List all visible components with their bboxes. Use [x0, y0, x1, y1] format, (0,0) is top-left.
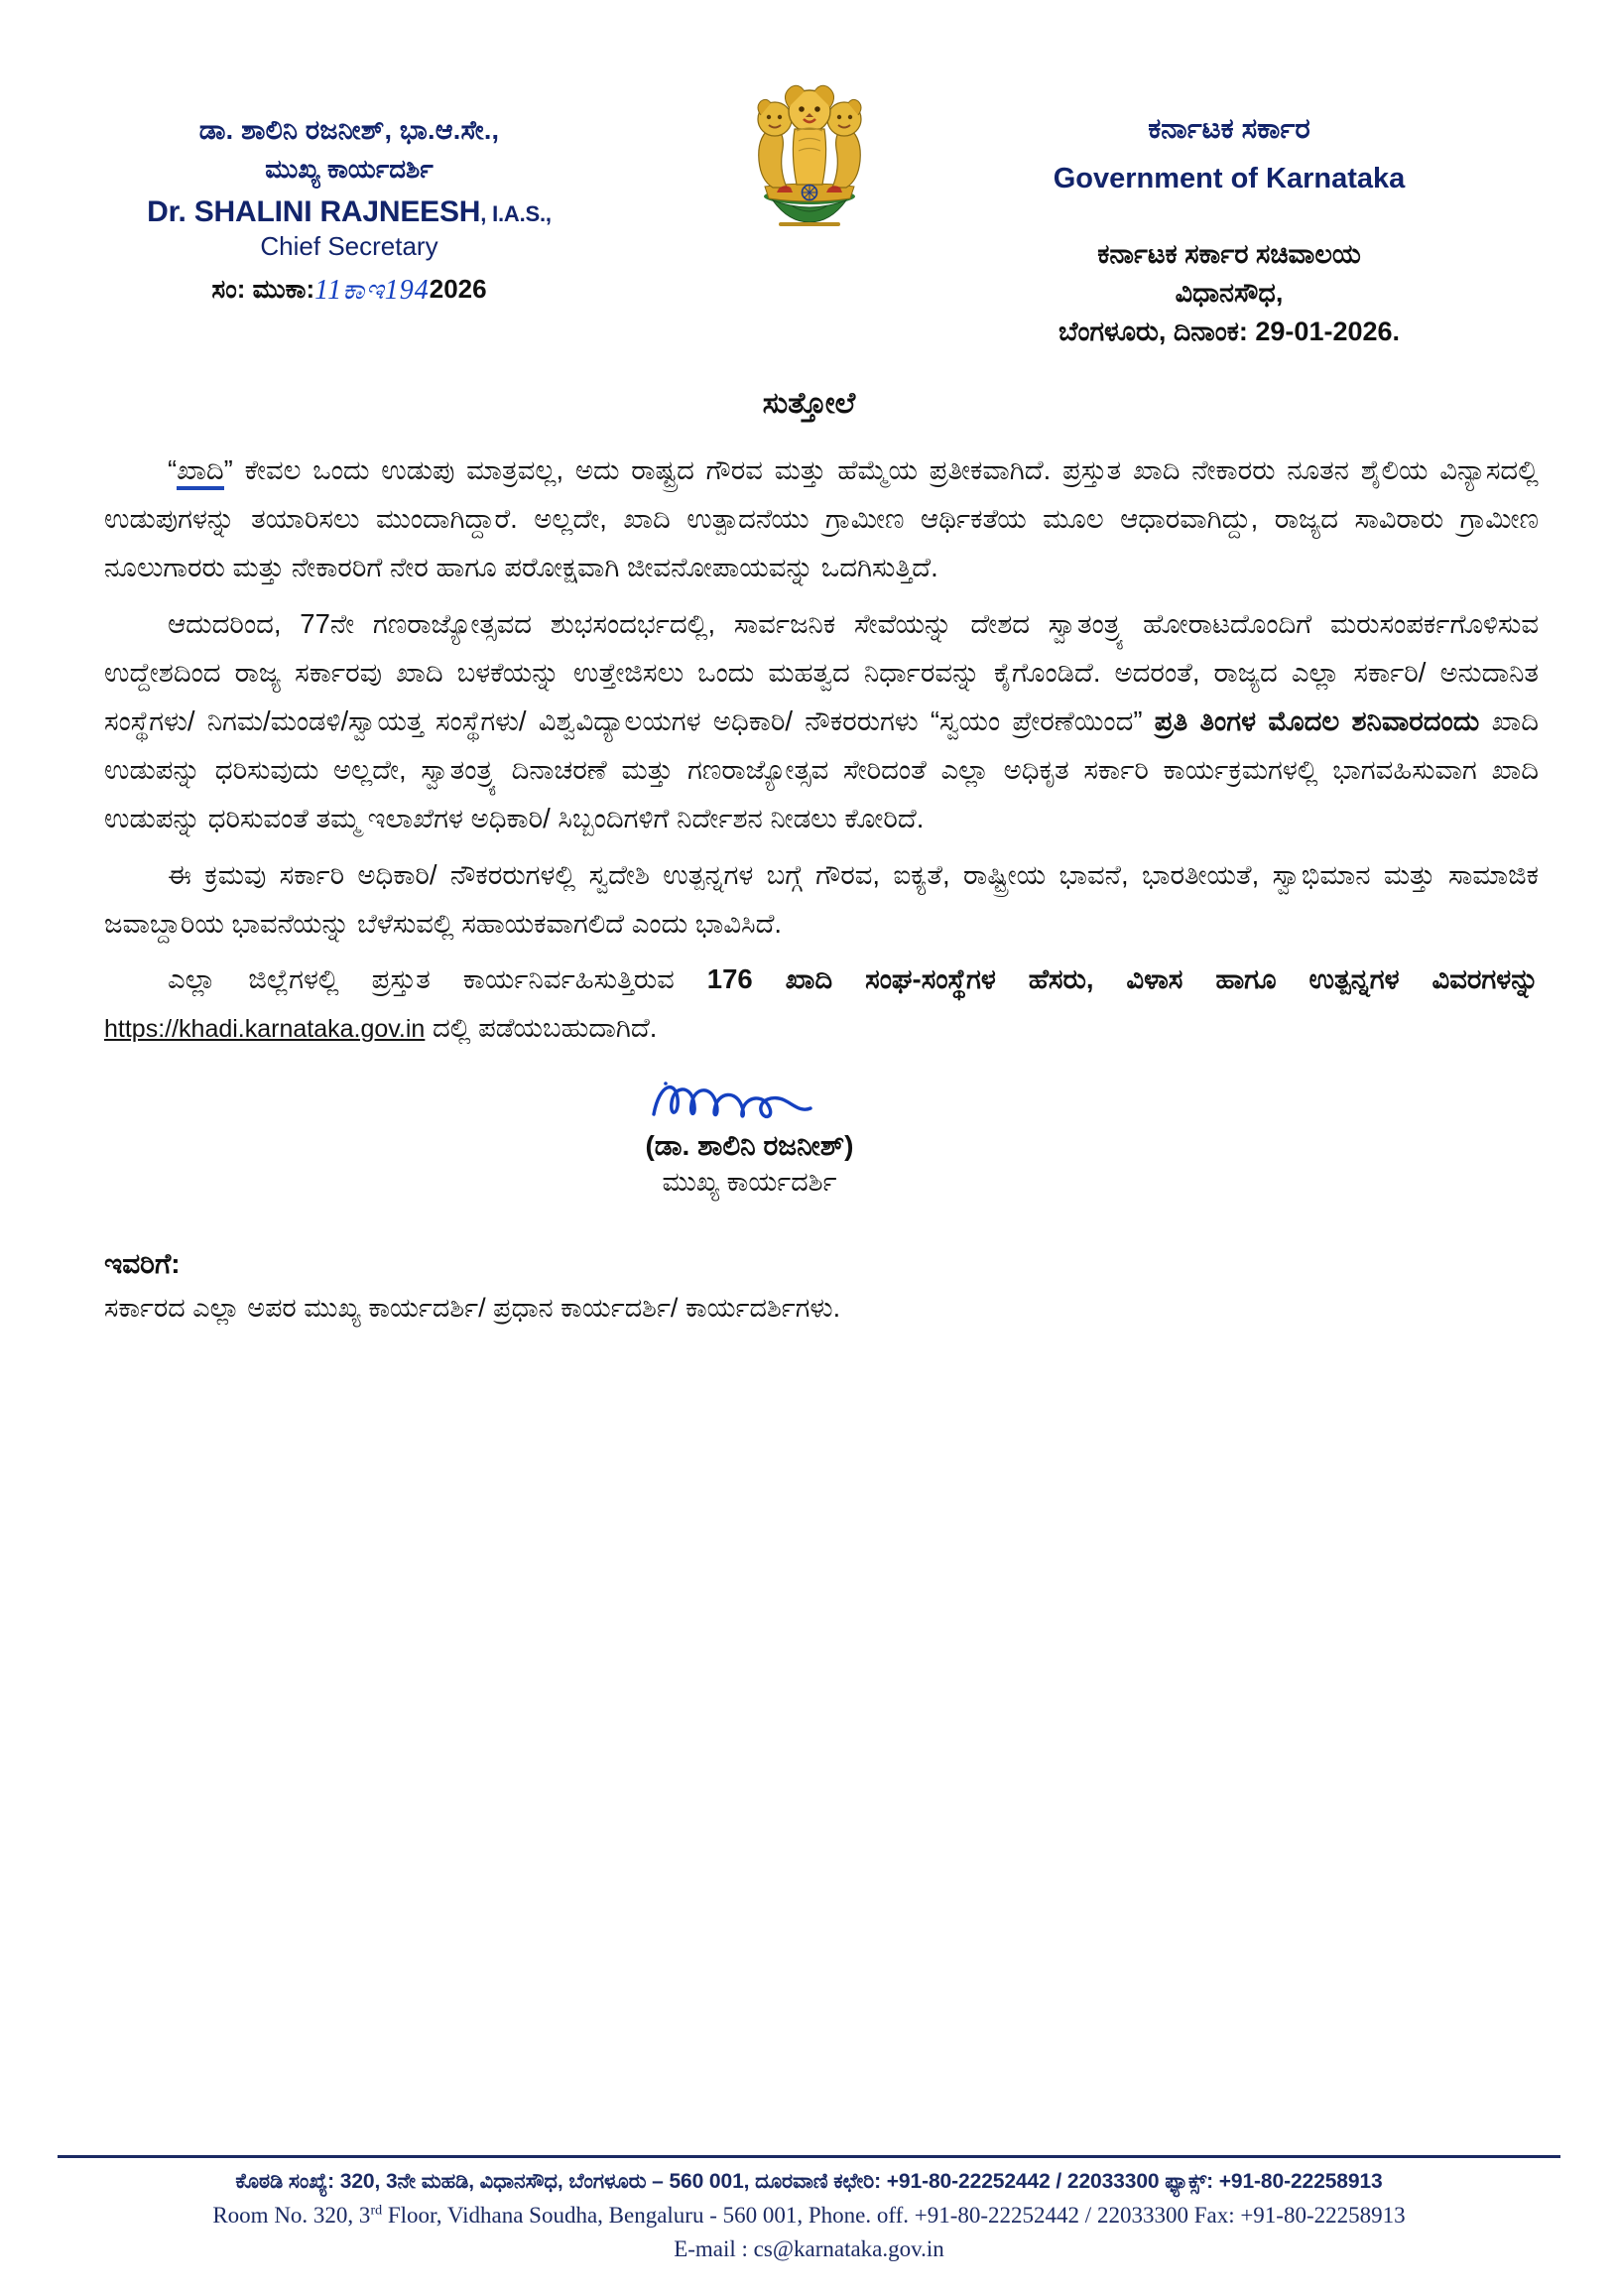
khadi-institutions-bold-phrase: 176 ಖಾದಿ ಸಂಘ-ಸಂಸ್ಥೆಗಳ ಹೆಸರು, ವಿಳಾಸ ಹಾಗೂ ಉತ್ಪನ್ನಗಳ ವಿವರಗಳನ್ನು [706, 963, 1539, 995]
document-body [0, 446, 1618, 1053]
paragraph-3: ಈ ಕ್ರಮವು ಸರ್ಕಾರಿ ಅಧಿಕಾರಿ/ ನೌಕರರುಗಳಲ್ಲಿ ಸ್ವದೇಶಿ ಉತ್ಪನ್ನಗಳ ಬಗ್ಗೆ ಗೌರವ, ಐಕ್ಯತೆ, ರಾಷ್ಟ್ರೀಯ ಭಾವನೆ, ಭಾರತೀಯತೆ, ಸ್ವಾಭಿಮಾನ ಮತ್ತು ಸಾಮಾಜಿಕ ಜವಾಬ್ದಾರಿಯ ಭಾವನೆಯನ್ನು ಬೆಳೆಸುವಲ್ಲಿ ಸಹಾಯಕವಾಗಲಿದೆ ಎಂದು ಭಾವಿಸಿದೆ. [104, 858, 1539, 939]
officer-name-english [71, 195, 627, 229]
paragraph-1-text: ” ಕೇವಲ ಒಂದು ಉಡುಪು ಮಾತ್ರವಲ್ಲ, ಅದು ರಾಷ್ಟ್ರದ ಗೌರವ ಮತ್ತು ಹೆಮ್ಮೆಯ ಪ್ರತೀಕವಾಗಿದೆ. ಪ್ರಸ್ತುತ ಖಾದಿ ನೇಕಾರರು ನೂತನ ಶೈಲಿಯ ವಿನ್ಯಾಸದಲ್ಲಿ ಉಡುಪುಗಳನ್ನು ತಯಾರಿಸಲು ಮುಂದಾಗಿದ್ದಾರೆ. ಅಲ್ಲದೇ, ಖಾದಿ ಉತ್ಪಾದನೆಯು ಗ್ರಾಮೀಣ ಆರ್ಥಿಕತೆಯ ಮೂಲ ಆಧಾರವಾಗಿದ್ದು, ರಾಜ್ಯದ ಸಾವಿರಾರು ಗ್ರಾಮೀಣ ನೂಲುಗಾರರು ಮತ್ತು ನೇಕಾರರಿಗೆ ನೇರ ಹಾಗೂ ಪರೋಕ್ಷವಾಗಿ ಜೀವನೋಪಾಯವನ್ನು ಒದಗಿಸುತ್ತಿದೆ. [104, 454, 1539, 582]
handwritten-signature-icon [0, 1071, 1499, 1128]
paragraph-4 [104, 956, 1539, 1053]
footer-divider [58, 2155, 1560, 2158]
header-left-officer-block [71, 111, 627, 306]
signature-block [0, 1071, 1618, 1199]
footer-email: E-mail : cs@karnataka.gov.in [674, 2236, 944, 2261]
paragraph-2 [104, 600, 1539, 843]
document-footer [0, 2155, 1618, 2262]
recipients-line: ಸರ್ಕಾರದ ಎಲ್ಲಾ ಅಪರ ಮುಖ್ಯ ಕಾರ್ಯದರ್ಶಿ/ ಪ್ರಧಾನ ಕಾರ್ಯದರ್ಶಿ/ ಕಾರ್ಯದರ್ಶಿಗಳು. [104, 1293, 841, 1324]
reference-year: 2026 [429, 274, 487, 305]
government-name-english: Government of Karnataka [1053, 162, 1406, 194]
officer-designation-kannada: ಮುಖ್ಯ ಕಾರ್ಯದರ್ಶಿ [265, 154, 434, 185]
khadi-underlined-term: ಖಾದಿ [177, 454, 224, 490]
footer-ordinal-suffix: rd [370, 2203, 383, 2219]
recipients-block [0, 1248, 1618, 1325]
paragraph-2-text-part-a: ಆದುದರಿಂದ, 77ನೇ ಗಣರಾಜ್ಯೋತ್ಸವದ ಶುಭಸಂದರ್ಭದಲ್ಲಿ, ಸಾರ್ವಜನಿಕ ಸೇವೆಯನ್ನು ದೇಶದ ಸ್ವಾತಂತ್ರ್ಯ ಹೋರಾಟದೊಂದಿಗೆ ಮರುಸಂಪರ್ಕಗೊಳಿಸುವ ಉದ್ದೇಶದಿಂದ ರಾಜ್ಯ ಸರ್ಕಾರವು ಖಾದಿ ಬಳಕೆಯನ್ನು ಉತ್ತೇಜಿಸಲು ಒಂದು ಮಹತ್ವದ ನಿರ್ಧಾರವನ್ನು ಕೈಗೊಂಡಿದೆ. ಅದರಂತೆ, ರಾಜ್ಯದ ಎಲ್ಲಾ ಸರ್ಕಾರಿ/ ಅನುದಾನಿತ ಸಂಸ್ಥೆಗಳು/ ನಿಗಮ/ಮಂಡಳಿ/ಸ್ವಾಯತ್ತ ಸಂಸ್ಥೆಗಳು/ ವಿಶ್ವವಿದ್ಯಾಲಯಗಳ ಅಧಿಕಾರಿ/ ನೌಕರರುಗಳು “ಸ್ವಯಂ ಪ್ರೇರಣೆಯಿಂದ” [104, 607, 1539, 736]
officer-name-english-text: Dr. SHALINI RAJNEESH [147, 195, 481, 229]
reference-number-line [71, 274, 627, 306]
khadi-portal-link[interactable]: https://khadi.karnataka.gov.in [104, 1015, 426, 1044]
document-header [0, 0, 1618, 351]
reference-label: ಸಂ: ಮುಕಾ: [211, 274, 315, 305]
footer-address-english-post: Floor, Vidhana Soudha, Bengaluru - 560 001, Phone. off. +91-80-22252442 / 22033300 Fax: +91-80-22258913 [382, 2203, 1406, 2228]
address-line-2: ವಿಧಾನಸೌಧ, [1175, 277, 1284, 308]
paragraph-1 [104, 446, 1539, 592]
secretariat-address [912, 235, 1547, 351]
reference-handwritten-number: 11ಕಾಇ194 [314, 275, 430, 307]
address-line-3-date: ಬೆಂಗಳೂರು, ದಿನಾಂಕ: 29-01-2026. [1058, 316, 1401, 346]
state-emblem-icon [735, 69, 884, 243]
header-right-government-block [912, 111, 1547, 351]
footer-address-english-pre: Room No. 320, 3 [212, 2203, 371, 2228]
signatory-designation: ಮುಖ್ಯ ಕಾರ್ಯದರ್ಶಿ [662, 1167, 837, 1198]
officer-ias-suffix: , I.A.S., [480, 201, 552, 227]
quote-open: “ [168, 454, 178, 486]
officer-designation-english: Chief Secretary [260, 231, 438, 262]
page-title: ಸುತ್ತೋಲೆ [762, 387, 856, 421]
signatory-name: (ಡಾ. ಶಾಲಿನಿ ರಜನೀಶ್) [645, 1130, 854, 1162]
footer-address-kannada: ಕೊಠಡಿ ಸಂಖ್ಯೆ: 320, 3ನೇ ಮಹಡಿ, ವಿಧಾನಸೌಧ, ಬೆಂಗಳೂರು – 560 001, ದೂರವಾಣಿ ಕಛೇರಿ: +91-80-22252442 / 22033300 ಫ್ಯಾಕ್ಸ್: +91-80-22258913 [235, 2170, 1383, 2193]
paragraph-4-text-part-a: ಎಲ್ಲಾ ಜಿಲ್ಲೆಗಳಲ್ಲಿ ಪ್ರಸ್ತುತ ಕಾರ್ಯನಿರ್ವಹಿಸುತ್ತಿರುವ [168, 963, 707, 995]
paragraph-4-text-part-b: ದಲ್ಲಿ ಪಡೆಯಬಹುದಾಗಿದೆ. [425, 1012, 658, 1044]
first-saturday-bold-phrase: ಪ್ರತಿ ತಿಂಗಳ ಮೊದಲ ಶನಿವಾರದಂದು [1154, 704, 1480, 736]
officer-name-kannada: ಡಾ. ಶಾಲಿನಿ ರಜನೀಶ್, ಭಾ.ಆ.ಸೇ., [198, 115, 500, 145]
recipients-heading: ಇವರಿಗೆ: [104, 1248, 181, 1280]
government-name-kannada: ಕರ್ನಾಟಕ ಸರ್ಕಾರ [1148, 113, 1310, 145]
paragraph-2-text-part-b: ಖಾದಿ ಉಡುಪನ್ನು ಧರಿಸುವುದು ಅಲ್ಲದೇ, ಸ್ವಾತಂತ್ರ್ಯ ದಿನಾಚರಣೆ ಮತ್ತು ಗಣರಾಜ್ಯೋತ್ಸವ ಸೇರಿದಂತೆ ಎಲ್ಲಾ ಅಧಿಕೃತ ಸರ್ಕಾರಿ ಕಾರ್ಯಕ್ರಮಗಳಲ್ಲಿ ಭಾಗವಹಿಸುವಾಗ ಖಾದಿ ಉಡುಪನ್ನು ಧರಿಸುವಂತೆ ತಮ್ಮ ಇಲಾಖೆಗಳ ಅಧಿಕಾರಿ/ ಸಿಬ್ಬಂದಿಗಳಿಗೆ ನಿರ್ದೇಶನ ನೀಡಲು ಕೋರಿದೆ. [104, 704, 1540, 833]
address-line-1: ಕರ್ನಾಟಕ ಸರ್ಕಾರ ಸಚಿವಾಲಯ [1097, 238, 1361, 269]
footer-address-english [0, 2203, 1618, 2229]
